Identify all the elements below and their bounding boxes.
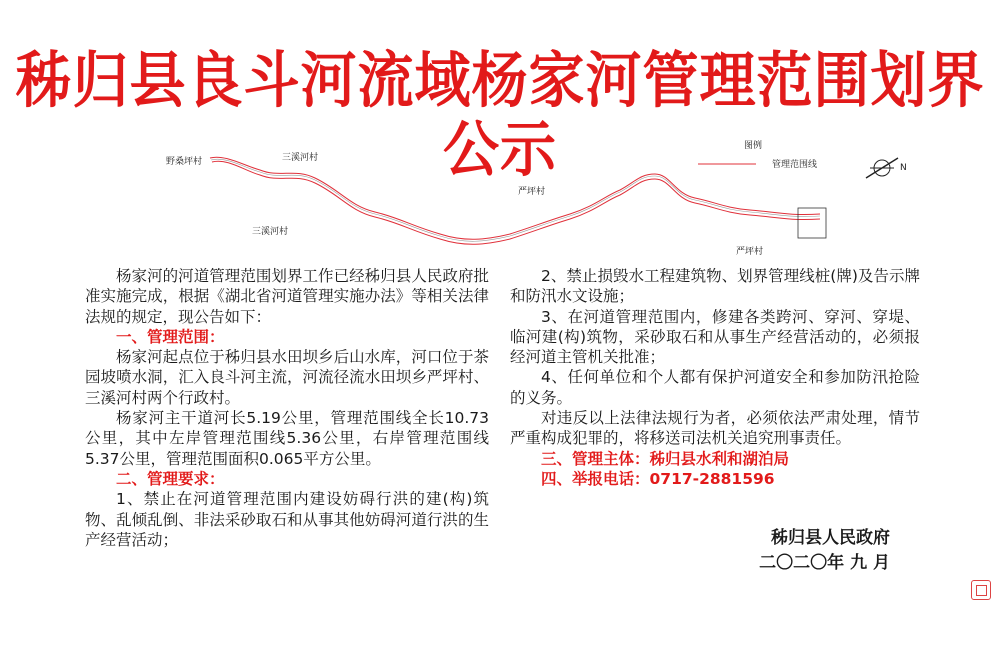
- river-map-svg: [150, 138, 910, 260]
- section-1-paragraph-2: 杨家河主干道河长5.19公里，管理范围线全长10.73公里，其中左岸管理范围线5.36公里，右岸管理范围线5.37公里，管理范围面积0.065平方公里。: [85, 409, 489, 468]
- reservoir-box: [798, 208, 826, 238]
- seal-stamp-icon: [971, 580, 991, 600]
- river-map: [150, 138, 910, 260]
- issue-date: 二〇二〇年 九 月: [759, 553, 890, 573]
- north-label: N: [900, 163, 907, 173]
- signature-block: [759, 526, 890, 576]
- section-4-hotline: 四、举报电话：0717-2881596: [541, 469, 775, 488]
- issuing-organization: 秭归县人民政府: [771, 528, 890, 548]
- right-column: [510, 266, 920, 489]
- section-1-paragraph-1: 杨家河起点位于秭归县水田坝乡后山水库，河口位于茶园坡喷水洞，汇入良斗河主流，河流径流水田坝乡严坪村、三溪河村两个行政村。: [85, 348, 489, 407]
- section-2-item-4: 4、任何单位和个人都有保护河道安全和参加防汛抢险的义务。: [510, 368, 920, 407]
- boundary-line-left: [210, 157, 820, 239]
- penalty-paragraph: 对违反以上法律法规行为者，必须依法严肃处理，情节严重构成犯罪的，将移送司法机关追究刑事责任。: [510, 409, 920, 448]
- label-yanping-bottom: 严坪村: [736, 247, 764, 257]
- legend-line-label: 管理范围线: [772, 160, 818, 170]
- legend-title: 图例: [744, 141, 763, 151]
- section-1-heading: 一、管理范围：: [116, 327, 225, 346]
- label-yesangping: 野桑坪村: [166, 157, 203, 167]
- river-centerline: [211, 159, 820, 241]
- section-2-item-3: 3、在河道管理范围内，修建各类跨河、穿河、穿堤、临河建(构)筑物，采砂取石和从事生产经营活动的，必须报经河道主管机关批准；: [510, 307, 920, 367]
- section-2-item-2: 2、禁止损毁水工程建筑物、划界管理线桩(牌)及告示牌和防汛水文设施；: [510, 267, 920, 306]
- left-column: [85, 266, 489, 550]
- label-yanping-top: 严坪村: [518, 187, 546, 197]
- label-sanxi-top: 三溪河村: [282, 153, 319, 163]
- label-sanxi-bottom: 三溪河村: [252, 227, 289, 237]
- section-3-authority: 三、管理主体：秭归县水利和湖泊局: [541, 449, 790, 468]
- north-arrow-icon: [866, 158, 898, 178]
- intro-paragraph: 杨家河的河道管理范围划界工作已经秭归县人民政府批准实施完成，根据《湖北省河道管理实施办法》等相关法律法规的规定，现公告如下：: [85, 267, 489, 326]
- section-2-heading: 二、管理要求：: [116, 469, 225, 488]
- section-2-item-1: 1、禁止在河道管理范围内建设妨碍行洪的建(构)筑物、乱倾乱倒、非法采砂取石和从事其他妨碍河道行洪的生产经营活动；: [85, 490, 489, 549]
- notice-title: 秭归县良斗河流域杨家河管理范围划界公示: [15, 45, 985, 186]
